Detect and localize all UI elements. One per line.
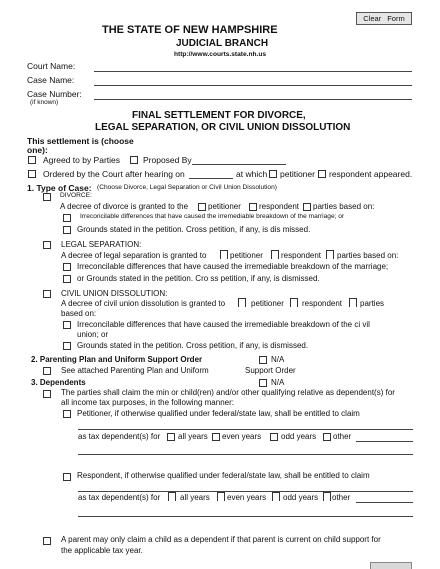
divorce-grounds-label: Grounds stated in the petition. Cross petition, if any, is dis missed. — [77, 225, 311, 234]
respondent-other-checkbox[interactable] — [323, 492, 331, 501]
civil-grounds-label: Grounds stated in the petition. Cross petition, if any, is dismissed. — [77, 341, 309, 350]
petitioner-even-years-checkbox[interactable] — [212, 433, 220, 441]
legal-separation-label: LEGAL SEPARATION: — [61, 240, 142, 249]
court-name-label: Court Name: — [27, 61, 76, 71]
parenting-attached-label-2: Support Order — [245, 366, 296, 375]
respondent-dependents-line-2[interactable] — [78, 516, 413, 517]
ordered-label: Ordered by the Court after hearing on — [43, 169, 185, 179]
current-support-text: A parent may only claim a child as a dependent if that parent is current on child support for — [61, 535, 381, 544]
divorce-decree-text: A decree of divorce is granted to the — [60, 202, 189, 211]
appeared-respondent-label: respondent appeared. — [329, 169, 413, 179]
respondent-all-years-label: all years — [180, 493, 210, 502]
petitioner-tax-for-label: as tax dependent(s) for — [78, 432, 161, 441]
petitioner-odd-years-checkbox[interactable] — [270, 433, 278, 441]
petitioner-dependents-line-1[interactable] — [78, 429, 413, 430]
petitioner-other-checkbox[interactable] — [323, 433, 331, 441]
appeared-petitioner-label: petitioner — [280, 169, 315, 179]
divorce-parties-label: parties based on: — [313, 202, 375, 211]
dependents-claim-checkbox[interactable] — [43, 390, 51, 398]
legal-irreconcilable-label: Irreconcilable differences that have caused the irremediable breakdown of the marriage; — [77, 262, 389, 271]
case-name-label: Case Name: — [27, 75, 75, 85]
hearing-date-field[interactable] — [189, 178, 233, 179]
civil-union-or-label: union; or — [77, 330, 109, 339]
clear-label: Clear — [363, 14, 382, 23]
divorce-label: DIVORCE: — [60, 192, 92, 199]
divorce-checkbox[interactable] — [43, 193, 51, 201]
parenting-heading: 2. Parenting Plan and Uniform Support Order — [31, 355, 203, 364]
proposed-by-field[interactable] — [192, 164, 286, 165]
petitioner-odd-years-label: odd years — [281, 432, 317, 441]
proposed-label: Proposed By — [143, 155, 192, 165]
divorce-irreconcilable-checkbox[interactable] — [63, 214, 71, 222]
if-known-label: (if known) — [30, 99, 59, 106]
dependents-na-label: N/A — [271, 378, 285, 387]
ordered-checkbox[interactable] — [28, 170, 36, 178]
respondent-other-field[interactable] — [356, 502, 413, 503]
civil-parties-label: parties — [360, 299, 385, 308]
legal-grounds-checkbox[interactable] — [63, 275, 71, 283]
civil-petitioner-label: petitioner — [251, 299, 284, 308]
civil-petitioner-checkbox[interactable] — [238, 298, 246, 307]
petitioner-dependents-line-2[interactable] — [78, 454, 413, 455]
respondent-all-years-checkbox[interactable] — [168, 492, 176, 501]
title-line1: FINAL SETTLEMENT FOR DIVORCE, — [132, 110, 306, 121]
branch-heading: JUDICIAL BRANCH — [176, 38, 269, 49]
court-url: http://www.courts.state.nh.us — [174, 51, 267, 58]
parenting-na-checkbox[interactable] — [259, 356, 267, 364]
state-heading: THE STATE OF NEW HAMPSHIRE — [102, 24, 278, 36]
respondent-tax-for-label: as tax dependent(s) for — [78, 493, 161, 502]
appeared-respondent-checkbox[interactable] — [318, 170, 326, 178]
legal-petitioner-checkbox[interactable] — [220, 250, 228, 259]
civil-respondent-label: respondent — [302, 299, 343, 308]
petitioner-all-years-checkbox[interactable] — [167, 433, 175, 441]
agreed-label: Agreed to by Parties — [43, 155, 121, 165]
parenting-attached-label: See attached Parenting Plan and Uniform — [61, 366, 209, 375]
current-support-text-2: the applicable tax year. — [61, 546, 143, 555]
dependents-na-checkbox[interactable] — [259, 379, 267, 387]
proposed-checkbox[interactable] — [130, 156, 138, 164]
dependents-claim-text-2: all income tax purposes, in the following manner: — [61, 398, 234, 407]
petitioner-even-years-label: even years — [222, 432, 262, 441]
civil-union-label: CIVIL UNION DISSOLUTION: — [61, 289, 168, 298]
petitioner-claim-label: Petitioner, if otherwise qualified under federal/state law, shall be entitled to claim — [77, 409, 360, 418]
legal-parties-checkbox[interactable] — [326, 250, 334, 259]
case-name-field[interactable] — [94, 85, 412, 86]
legal-respondent-label: respondent — [281, 251, 322, 260]
type-of-case-note: (Choose Divorce, Legal Separation or Civil Union Dissolution) — [97, 184, 277, 191]
dependents-claim-text: The parties shall claim the min or child(ren) and/or other qualifying relative as dependent(s) for — [61, 388, 395, 397]
petitioner-other-field[interactable] — [356, 441, 413, 442]
case-number-label: Case Number: — [27, 89, 82, 99]
civil-irreconcilable-label: Irreconcilable differences that have caused the irremediable breakdown of the ci vil — [77, 320, 370, 329]
form-label: Form — [387, 14, 405, 23]
respondent-even-years-label: even years — [227, 493, 267, 502]
divorce-petitioner-label: petitioner — [208, 202, 241, 211]
parenting-na-label: N/A — [271, 355, 285, 364]
divorce-respondent-label: respondent — [259, 202, 300, 211]
legal-irreconcilable-checkbox[interactable] — [63, 263, 71, 271]
civil-based-on-label: based on: — [61, 309, 97, 318]
respondent-odd-years-checkbox[interactable] — [272, 492, 280, 501]
legal-separation-checkbox[interactable] — [43, 241, 51, 249]
settlement-heading: This settlement is (choose — [27, 136, 134, 146]
agreed-checkbox[interactable] — [28, 156, 36, 164]
respondent-even-years-checkbox[interactable] — [217, 492, 225, 501]
respondent-other-label: other — [332, 493, 351, 502]
current-support-checkbox[interactable] — [43, 537, 51, 545]
legal-parties-label: parties based on: — [337, 251, 399, 260]
court-name-field[interactable] — [94, 71, 412, 72]
case-number-field[interactable] — [94, 99, 412, 100]
respondent-claim-checkbox[interactable] — [63, 473, 71, 481]
parenting-attached-checkbox[interactable] — [43, 367, 51, 375]
title-line2: LEGAL SEPARATION, OR CIVIL UNION DISSOLUTION — [95, 122, 351, 133]
legal-petitioner-label: petitioner — [230, 251, 263, 260]
respondent-dependents-line-1[interactable] — [78, 491, 413, 492]
clear-form-button[interactable] — [356, 12, 412, 25]
civil-irreconcilable-checkbox[interactable] — [63, 321, 71, 329]
settlement-heading-2: one): — [27, 145, 48, 155]
dependents-heading: 3. Dependents — [31, 378, 86, 387]
respondent-claim-label: Respondent, if otherwise qualified under federal/state law, shall be entitled to claim — [77, 471, 370, 480]
civil-parties-checkbox[interactable] — [349, 298, 357, 307]
civil-union-checkbox[interactable] — [43, 290, 51, 298]
divorce-grounds-checkbox[interactable] — [63, 226, 71, 234]
civil-decree-text: A decree of civil union dissolution is granted to — [61, 299, 226, 308]
civil-respondent-checkbox[interactable] — [290, 298, 298, 307]
respondent-odd-years-label: odd years — [283, 493, 319, 502]
legal-respondent-checkbox[interactable] — [271, 250, 279, 259]
legal-decree-text: A decree of legal separation is granted to — [61, 251, 207, 260]
legal-grounds-label: or Grounds stated in the petition. Cro ss petition, if any, is dismissed. — [77, 274, 320, 283]
divorce-respondent-checkbox[interactable] — [249, 203, 257, 211]
at-which-label: at which — [236, 169, 268, 179]
divorce-petitioner-checkbox[interactable] — [198, 203, 206, 211]
type-of-case-heading: 1. Type of Case: — [27, 183, 92, 193]
appeared-petitioner-checkbox[interactable] — [269, 170, 277, 178]
divorce-irreconcilable-label: Irreconcilable differences that have caused the irremediable breakdown of the marriage; or — [80, 213, 345, 220]
petitioner-claim-checkbox[interactable] — [63, 410, 71, 418]
civil-grounds-checkbox[interactable] — [63, 342, 71, 350]
bottom-button[interactable] — [370, 562, 412, 569]
petitioner-other-label: other — [333, 432, 352, 441]
divorce-parties-checkbox[interactable] — [303, 203, 311, 211]
petitioner-all-years-label: all years — [178, 432, 208, 441]
